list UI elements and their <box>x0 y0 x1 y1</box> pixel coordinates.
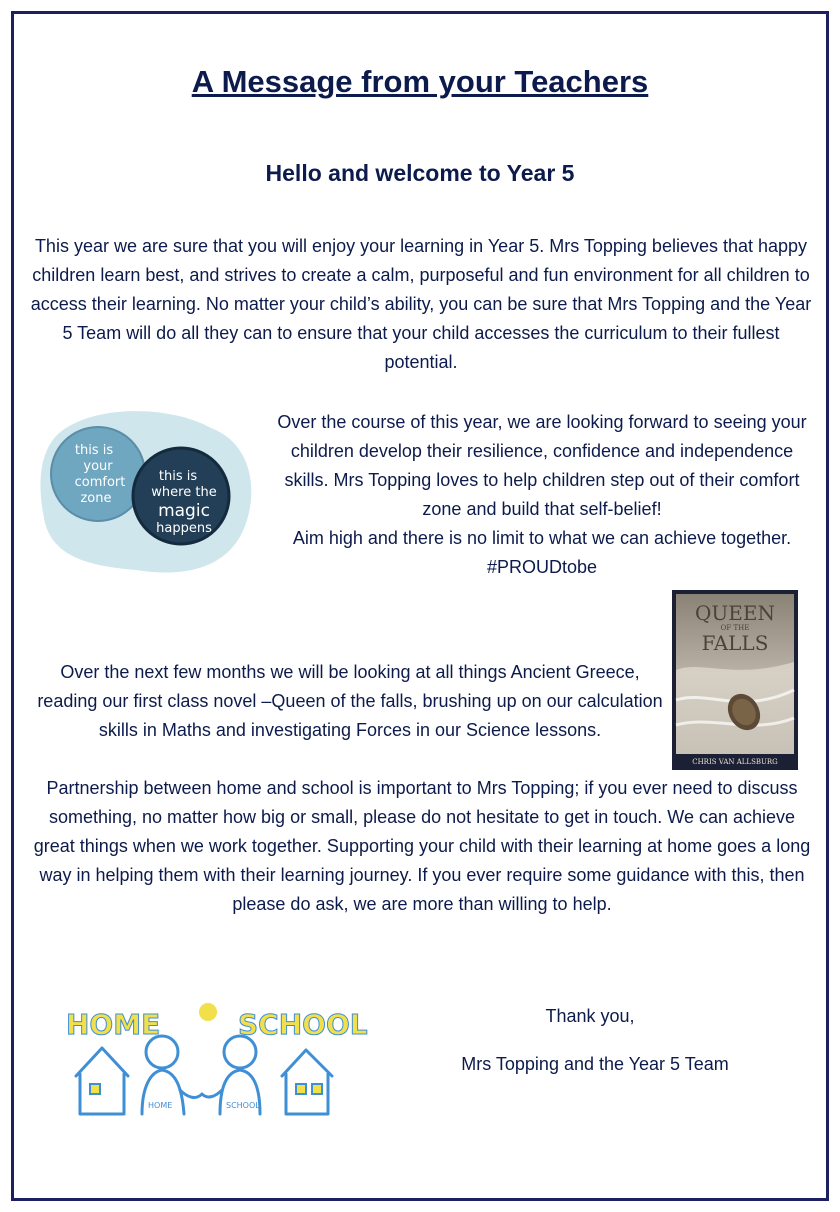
queen-of-the-falls-cover <box>672 590 798 770</box>
comfort-text-2: your <box>83 459 113 474</box>
school-word: SCHOOL <box>238 1008 368 1041</box>
book-title-line3: FALLS <box>701 631 769 655</box>
intro-paragraph: This year we are sure that you will enjoy your learning in Year 5. Mrs Topping believes that happy children learn best, and strives to create a calm, purposeful and fun environment for all children to access their learning. No matter your child’s ability, you can be sure that Mrs Topping and the Year 5 Team will do all they can to ensure that your child accesses the curriculum to their fullest potential. <box>30 236 812 372</box>
partnership-paragraph: Partnership between home and school is important to Mrs Topping; if you ever need to discuss something, no matter how big or small, please do not hesitate to get in touch. We can achieve great things when we work together. Supporting your child with their learning at home goes a long way in helping them with their learning journey. If you ever require some guidance with this, then please do ask, we are more than willing to help. <box>33 778 811 914</box>
comfort-text-4: zone <box>80 491 112 506</box>
comfort-text-3: comfort <box>74 475 126 490</box>
home-label: HOME <box>148 1101 173 1110</box>
book-title-line1: QUEEN <box>695 601 775 625</box>
course-paragraph-block <box>272 408 812 582</box>
book-author: CHRIS VAN ALLSBURG <box>692 758 778 766</box>
magic-text-3: magic <box>158 501 210 521</box>
signature-text: Mrs Topping and the Year 5 Team <box>461 1054 729 1074</box>
course-paragraph: Over the course of this year, we are looking forward to seeing your children develop their resilience, confidence and independence skills. Mrs Topping loves to help children step out of their comfort zone and build that self-belief! <box>277 412 807 519</box>
school-label: SCHOOL <box>226 1101 260 1110</box>
comfort-text-1: this is <box>74 443 114 458</box>
aim-high-paragraph: Aim high and there is no limit to what we can achieve together. #PROUDtobe <box>292 528 792 577</box>
magic-text-1: this is <box>158 469 198 484</box>
months-paragraph: Over the next few months we will be looking at all things Ancient Greece, reading our first class novel –Queen of the falls, brushing up on our calculation skills in Maths and investigating Forces in our Science lessons. <box>37 662 663 740</box>
thank-you-text: Thank you, <box>545 1006 635 1026</box>
book-title-line2: OF THE <box>720 624 750 632</box>
magic-text-2: where the <box>151 485 217 500</box>
home-school-image <box>62 990 368 1140</box>
welcome-heading: Hello and welcome to Year 5 <box>265 160 575 186</box>
page-title: A Message from your Teachers <box>191 64 649 99</box>
comfort-zone-image <box>36 408 260 576</box>
home-word: HOME <box>66 1008 161 1041</box>
magic-text-4: happens <box>156 521 212 536</box>
